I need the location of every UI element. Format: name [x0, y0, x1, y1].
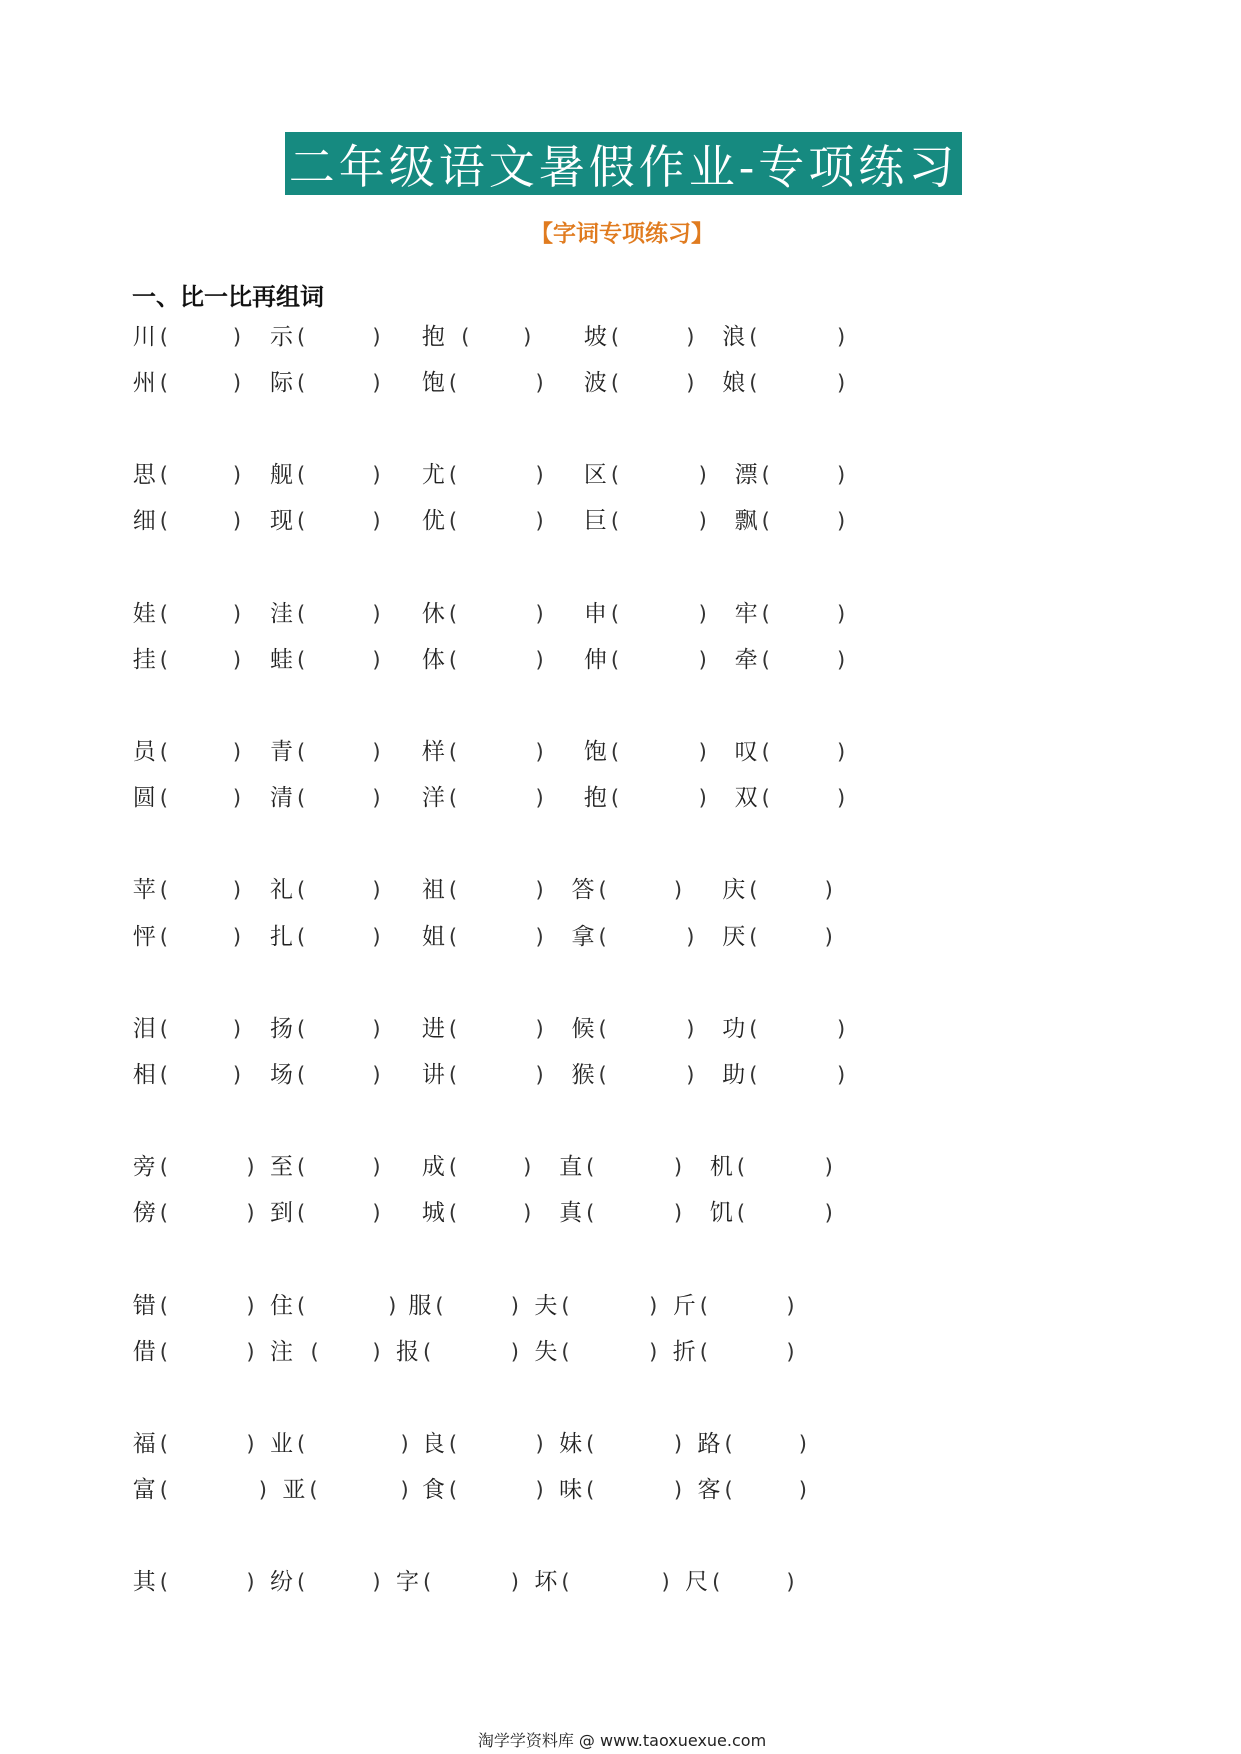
word-character: 洋	[421, 785, 445, 812]
close-parenthesis: )	[510, 1570, 519, 1595]
close-parenthesis: )	[673, 1155, 683, 1180]
close-parenthesis: )	[686, 371, 695, 395]
word-character: 坏	[534, 1569, 558, 1596]
open-parenthesis: (	[586, 1201, 595, 1226]
open-parenthesis: (	[448, 1062, 458, 1087]
close-parenthesis: )	[698, 509, 707, 534]
open-parenthesis: (	[297, 1570, 306, 1595]
word-character: 助	[722, 1061, 746, 1088]
word-character: 斤	[672, 1292, 696, 1319]
close-parenthesis: )	[786, 1339, 795, 1364]
open-parenthesis: (	[586, 1155, 595, 1180]
word-character: 巨	[583, 508, 607, 535]
word-character: 答	[571, 877, 595, 904]
word-character: 波	[583, 370, 607, 396]
word-character: 体	[421, 646, 445, 673]
close-parenthesis: )	[798, 1431, 807, 1456]
open-parenthesis: (	[610, 371, 620, 395]
close-parenthesis: )	[837, 509, 846, 534]
close-parenthesis: )	[535, 740, 544, 764]
close-parenthesis: )	[535, 601, 544, 626]
open-parenthesis: (	[159, 786, 168, 811]
close-parenthesis: )	[246, 1155, 255, 1180]
word-character: 夫	[534, 1292, 558, 1319]
open-parenthesis: (	[159, 601, 168, 626]
open-parenthesis: (	[310, 1339, 319, 1364]
word-character: 泪	[132, 1015, 156, 1042]
word-character: 富	[132, 1477, 156, 1503]
open-parenthesis: (	[699, 1339, 708, 1364]
word-character: 直	[559, 1154, 583, 1181]
open-parenthesis: (	[598, 1016, 607, 1041]
word-character: 至	[270, 1154, 293, 1181]
word-character: 州	[132, 370, 156, 396]
word-character: 尤	[421, 462, 445, 489]
word-character: 借	[132, 1338, 156, 1365]
open-parenthesis: (	[297, 740, 306, 764]
open-parenthesis: (	[699, 1293, 708, 1318]
word-character: 猴	[571, 1061, 595, 1088]
close-parenthesis: )	[824, 924, 833, 949]
close-parenthesis: )	[523, 324, 532, 349]
open-parenthesis: (	[159, 1062, 168, 1087]
close-parenthesis: )	[246, 1431, 255, 1456]
open-parenthesis: (	[448, 647, 458, 672]
open-parenthesis: (	[761, 786, 770, 811]
open-parenthesis: (	[297, 786, 306, 811]
close-parenthesis: )	[786, 1293, 795, 1318]
open-parenthesis: (	[610, 647, 620, 672]
open-parenthesis: (	[435, 1293, 444, 1318]
open-parenthesis: (	[610, 740, 620, 764]
word-character: 细	[132, 508, 156, 535]
word-character: 浪	[722, 323, 746, 350]
open-parenthesis: (	[736, 1201, 746, 1226]
open-parenthesis: (	[159, 463, 168, 488]
close-parenthesis: )	[673, 1201, 683, 1226]
close-parenthesis: )	[372, 1062, 381, 1087]
close-parenthesis: )	[372, 601, 381, 626]
word-character: 抱	[583, 785, 607, 812]
close-parenthesis: )	[523, 1155, 532, 1180]
close-parenthesis: )	[372, 740, 381, 764]
open-parenthesis: (	[297, 1155, 306, 1180]
word-character: 失	[534, 1338, 558, 1365]
open-parenthesis: (	[749, 924, 758, 949]
word-character: 服	[408, 1292, 432, 1319]
word-character: 成	[421, 1154, 445, 1181]
open-parenthesis: (	[448, 1155, 458, 1180]
open-parenthesis: (	[448, 740, 458, 764]
word-character: 际	[270, 370, 293, 396]
word-character: 场	[270, 1061, 293, 1088]
open-parenthesis: (	[586, 1431, 595, 1456]
open-parenthesis: (	[423, 1339, 432, 1364]
open-parenthesis: (	[448, 463, 458, 488]
open-parenthesis: (	[423, 1570, 432, 1595]
close-parenthesis: )	[246, 1339, 255, 1364]
open-parenthesis: (	[297, 878, 306, 903]
word-character: 厌	[722, 923, 746, 950]
close-parenthesis: )	[535, 463, 544, 488]
word-character: 亚	[282, 1477, 306, 1503]
close-parenthesis: )	[372, 324, 381, 349]
close-parenthesis: )	[661, 1570, 670, 1595]
word-character: 怦	[132, 923, 156, 950]
close-parenthesis: )	[673, 878, 683, 903]
close-parenthesis: )	[698, 786, 707, 811]
open-parenthesis: (	[761, 509, 770, 534]
word-character: 现	[270, 508, 293, 535]
close-parenthesis: )	[372, 509, 381, 534]
word-character: 折	[672, 1338, 696, 1365]
open-parenthesis: (	[448, 1478, 458, 1502]
close-parenthesis: )	[232, 509, 242, 534]
open-parenthesis: (	[297, 1201, 306, 1226]
open-parenthesis: (	[297, 324, 306, 349]
close-parenthesis: )	[400, 1478, 409, 1502]
close-parenthesis: )	[232, 924, 242, 949]
close-parenthesis: )	[824, 1155, 833, 1180]
open-parenthesis: (	[724, 1478, 733, 1502]
word-character: 苹	[132, 877, 156, 904]
open-parenthesis: (	[159, 1201, 168, 1226]
open-parenthesis: (	[159, 1155, 168, 1180]
word-character: 相	[132, 1061, 156, 1088]
close-parenthesis: )	[232, 740, 242, 764]
word-character: 川	[132, 323, 156, 350]
open-parenthesis: (	[610, 786, 620, 811]
word-character: 圆	[132, 785, 156, 812]
open-parenthesis: (	[159, 1016, 168, 1041]
word-character: 坡	[583, 323, 607, 350]
word-character: 牵	[734, 646, 758, 673]
open-parenthesis: (	[749, 878, 758, 903]
open-parenthesis: (	[724, 1431, 733, 1456]
open-parenthesis: (	[159, 740, 168, 764]
close-parenthesis: )	[837, 647, 846, 672]
word-character: 报	[396, 1338, 419, 1365]
close-parenthesis: )	[232, 601, 242, 626]
open-parenthesis: (	[297, 1431, 306, 1456]
word-character: 舰	[270, 462, 293, 489]
open-parenthesis: (	[598, 878, 607, 903]
word-character: 纷	[270, 1569, 293, 1596]
word-character: 城	[421, 1200, 445, 1227]
open-parenthesis: (	[749, 324, 758, 349]
close-parenthesis: )	[246, 1293, 255, 1318]
open-parenthesis: (	[297, 509, 306, 534]
close-parenthesis: )	[786, 1570, 795, 1595]
close-parenthesis: )	[232, 878, 242, 903]
word-character: 漂	[734, 462, 758, 489]
open-parenthesis: (	[561, 1293, 570, 1318]
close-parenthesis: )	[372, 786, 381, 811]
open-parenthesis: (	[712, 1570, 721, 1595]
word-character: 扬	[270, 1015, 293, 1042]
page-subtitle: 【字词专项练习】	[530, 221, 714, 247]
close-parenthesis: )	[232, 324, 242, 349]
close-parenthesis: )	[535, 1478, 544, 1502]
open-parenthesis: (	[159, 1478, 168, 1502]
word-character: 示	[270, 323, 293, 350]
close-parenthesis: )	[232, 1062, 242, 1087]
close-parenthesis: )	[372, 924, 381, 949]
close-parenthesis: )	[698, 647, 707, 672]
close-parenthesis: )	[686, 924, 695, 949]
open-parenthesis: (	[159, 1293, 168, 1318]
open-parenthesis: (	[448, 924, 458, 949]
open-parenthesis: (	[159, 1339, 168, 1364]
word-character: 机	[709, 1154, 733, 1181]
word-character: 真	[559, 1200, 583, 1227]
open-parenthesis: (	[309, 1478, 318, 1502]
close-parenthesis: )	[698, 601, 707, 626]
close-parenthesis: )	[837, 371, 846, 395]
open-parenthesis: (	[761, 601, 770, 626]
open-parenthesis: (	[159, 371, 168, 395]
open-parenthesis: (	[448, 786, 458, 811]
word-character: 功	[722, 1015, 746, 1042]
open-parenthesis: (	[448, 371, 458, 395]
word-character: 飘	[734, 508, 758, 535]
word-character: 拿	[571, 923, 595, 950]
open-parenthesis: (	[297, 924, 306, 949]
close-parenthesis: )	[837, 324, 846, 349]
close-parenthesis: )	[837, 740, 846, 764]
word-character: 饱	[421, 370, 445, 396]
open-parenthesis: (	[159, 509, 168, 534]
open-parenthesis: (	[159, 1570, 168, 1595]
word-character: 蛙	[270, 646, 293, 673]
open-parenthesis: (	[297, 1062, 306, 1087]
word-character: 妹	[559, 1430, 583, 1457]
open-parenthesis: (	[159, 324, 168, 349]
open-parenthesis: (	[448, 878, 458, 903]
word-character: 饱	[583, 739, 607, 765]
open-parenthesis: (	[761, 740, 770, 764]
word-character: 味	[559, 1477, 583, 1503]
close-parenthesis: )	[372, 1339, 381, 1364]
open-parenthesis: (	[761, 463, 770, 488]
close-parenthesis: )	[510, 1293, 519, 1318]
open-parenthesis: (	[159, 647, 168, 672]
close-parenthesis: )	[372, 1201, 381, 1226]
close-parenthesis: )	[535, 1062, 544, 1087]
word-character: 伸	[583, 646, 607, 673]
close-parenthesis: )	[258, 1478, 267, 1502]
close-parenthesis: )	[837, 463, 846, 488]
word-character: 姐	[421, 923, 445, 950]
open-parenthesis: (	[610, 463, 620, 488]
open-parenthesis: (	[297, 601, 306, 626]
close-parenthesis: )	[232, 647, 242, 672]
word-character: 娃	[132, 600, 156, 627]
close-parenthesis: )	[372, 878, 381, 903]
word-character: 路	[697, 1430, 721, 1457]
close-parenthesis: )	[372, 463, 381, 488]
open-parenthesis: (	[749, 371, 758, 395]
word-character: 休	[421, 600, 445, 627]
open-parenthesis: (	[598, 1062, 607, 1087]
close-parenthesis: )	[673, 1478, 683, 1502]
close-parenthesis: )	[232, 463, 242, 488]
word-character: 庆	[722, 877, 746, 904]
word-character: 优	[421, 508, 445, 535]
open-parenthesis: (	[159, 924, 168, 949]
close-parenthesis: )	[824, 878, 833, 903]
word-character: 其	[132, 1569, 156, 1596]
close-parenthesis: )	[824, 1201, 833, 1226]
section-heading: 一、比一比再组词	[132, 283, 324, 311]
open-parenthesis: (	[598, 924, 607, 949]
close-parenthesis: )	[232, 1016, 242, 1041]
open-parenthesis: (	[448, 1016, 458, 1041]
close-parenthesis: )	[649, 1293, 658, 1318]
close-parenthesis: )	[246, 1570, 255, 1595]
word-character: 挂	[132, 646, 156, 673]
footer-source: 淘学学资料库 @ www.taoxuexue.com	[477, 1731, 767, 1750]
close-parenthesis: )	[535, 924, 544, 949]
close-parenthesis: )	[232, 786, 242, 811]
open-parenthesis: (	[297, 1016, 306, 1041]
close-parenthesis: )	[837, 601, 846, 626]
open-parenthesis: (	[610, 601, 620, 626]
open-parenthesis: (	[561, 1339, 570, 1364]
open-parenthesis: (	[448, 1201, 458, 1226]
word-character: 客	[697, 1477, 721, 1503]
open-parenthesis: (	[761, 647, 770, 672]
word-character: 饥	[709, 1200, 733, 1227]
word-character: 叹	[734, 739, 758, 765]
word-character: 业	[270, 1430, 293, 1457]
open-parenthesis: (	[159, 878, 168, 903]
open-parenthesis: (	[586, 1478, 595, 1502]
word-character: 讲	[421, 1061, 445, 1088]
close-parenthesis: )	[523, 1201, 532, 1226]
close-parenthesis: )	[372, 1016, 381, 1041]
open-parenthesis: (	[749, 1016, 758, 1041]
close-parenthesis: )	[649, 1339, 658, 1364]
close-parenthesis: )	[535, 509, 544, 534]
word-character: 食	[421, 1477, 445, 1503]
word-character: 区	[583, 462, 607, 489]
close-parenthesis: )	[535, 786, 544, 811]
open-parenthesis: (	[297, 371, 306, 395]
word-character: 候	[571, 1015, 595, 1042]
word-character: 良	[421, 1430, 445, 1457]
close-parenthesis: )	[372, 1570, 381, 1595]
open-parenthesis: (	[749, 1062, 758, 1087]
word-character: 清	[270, 785, 293, 812]
open-parenthesis: (	[610, 509, 620, 534]
close-parenthesis: )	[372, 371, 381, 395]
close-parenthesis: )	[798, 1478, 807, 1502]
open-parenthesis: (	[448, 601, 458, 626]
page-title: 二年级语文暑假作业-专项练习	[285, 132, 962, 195]
close-parenthesis: )	[673, 1431, 683, 1456]
close-parenthesis: )	[400, 1431, 409, 1456]
word-character: 双	[734, 785, 758, 812]
open-parenthesis: (	[448, 509, 458, 534]
close-parenthesis: )	[372, 647, 381, 672]
word-character: 抱	[421, 323, 445, 350]
word-character: 福	[132, 1430, 156, 1457]
word-character: 错	[132, 1292, 156, 1319]
word-character: 申	[583, 600, 607, 627]
word-character: 洼	[270, 600, 293, 627]
open-parenthesis: (	[297, 647, 306, 672]
close-parenthesis: )	[535, 1016, 544, 1041]
word-character: 祖	[421, 877, 445, 904]
word-character: 牢	[734, 600, 758, 627]
close-parenthesis: )	[686, 1062, 695, 1087]
word-character: 青	[270, 739, 293, 765]
close-parenthesis: )	[837, 1062, 846, 1087]
word-character: 注	[270, 1338, 293, 1365]
close-parenthesis: )	[698, 740, 707, 764]
word-character: 字	[396, 1569, 419, 1596]
open-parenthesis: (	[297, 463, 306, 488]
close-parenthesis: )	[372, 1155, 381, 1180]
close-parenthesis: )	[837, 1016, 846, 1041]
word-character: 娘	[722, 370, 746, 396]
close-parenthesis: )	[837, 786, 846, 811]
open-parenthesis: (	[297, 1293, 306, 1318]
word-character: 员	[132, 739, 156, 765]
word-character: 样	[421, 739, 445, 765]
word-character: 思	[132, 462, 156, 489]
open-parenthesis: (	[461, 324, 470, 349]
word-character: 礼	[270, 877, 293, 904]
word-character: 住	[270, 1292, 293, 1319]
word-character: 进	[421, 1015, 445, 1042]
word-character: 傍	[132, 1200, 156, 1227]
close-parenthesis: )	[510, 1339, 519, 1364]
close-parenthesis: )	[535, 878, 544, 903]
close-parenthesis: )	[535, 647, 544, 672]
close-parenthesis: )	[686, 324, 695, 349]
open-parenthesis: (	[561, 1570, 570, 1595]
close-parenthesis: )	[686, 1016, 695, 1041]
close-parenthesis: )	[246, 1201, 255, 1226]
word-character: 到	[270, 1200, 293, 1227]
word-character: 旁	[132, 1154, 156, 1181]
word-character: 扎	[270, 923, 293, 950]
close-parenthesis: )	[232, 371, 242, 395]
open-parenthesis: (	[736, 1155, 746, 1180]
open-parenthesis: (	[610, 324, 620, 349]
close-parenthesis: )	[388, 1293, 397, 1318]
word-character: 尺	[685, 1569, 709, 1596]
close-parenthesis: )	[698, 463, 707, 488]
open-parenthesis: (	[159, 1431, 168, 1456]
open-parenthesis: (	[448, 1431, 458, 1456]
close-parenthesis: )	[535, 371, 544, 395]
close-parenthesis: )	[535, 1431, 544, 1456]
